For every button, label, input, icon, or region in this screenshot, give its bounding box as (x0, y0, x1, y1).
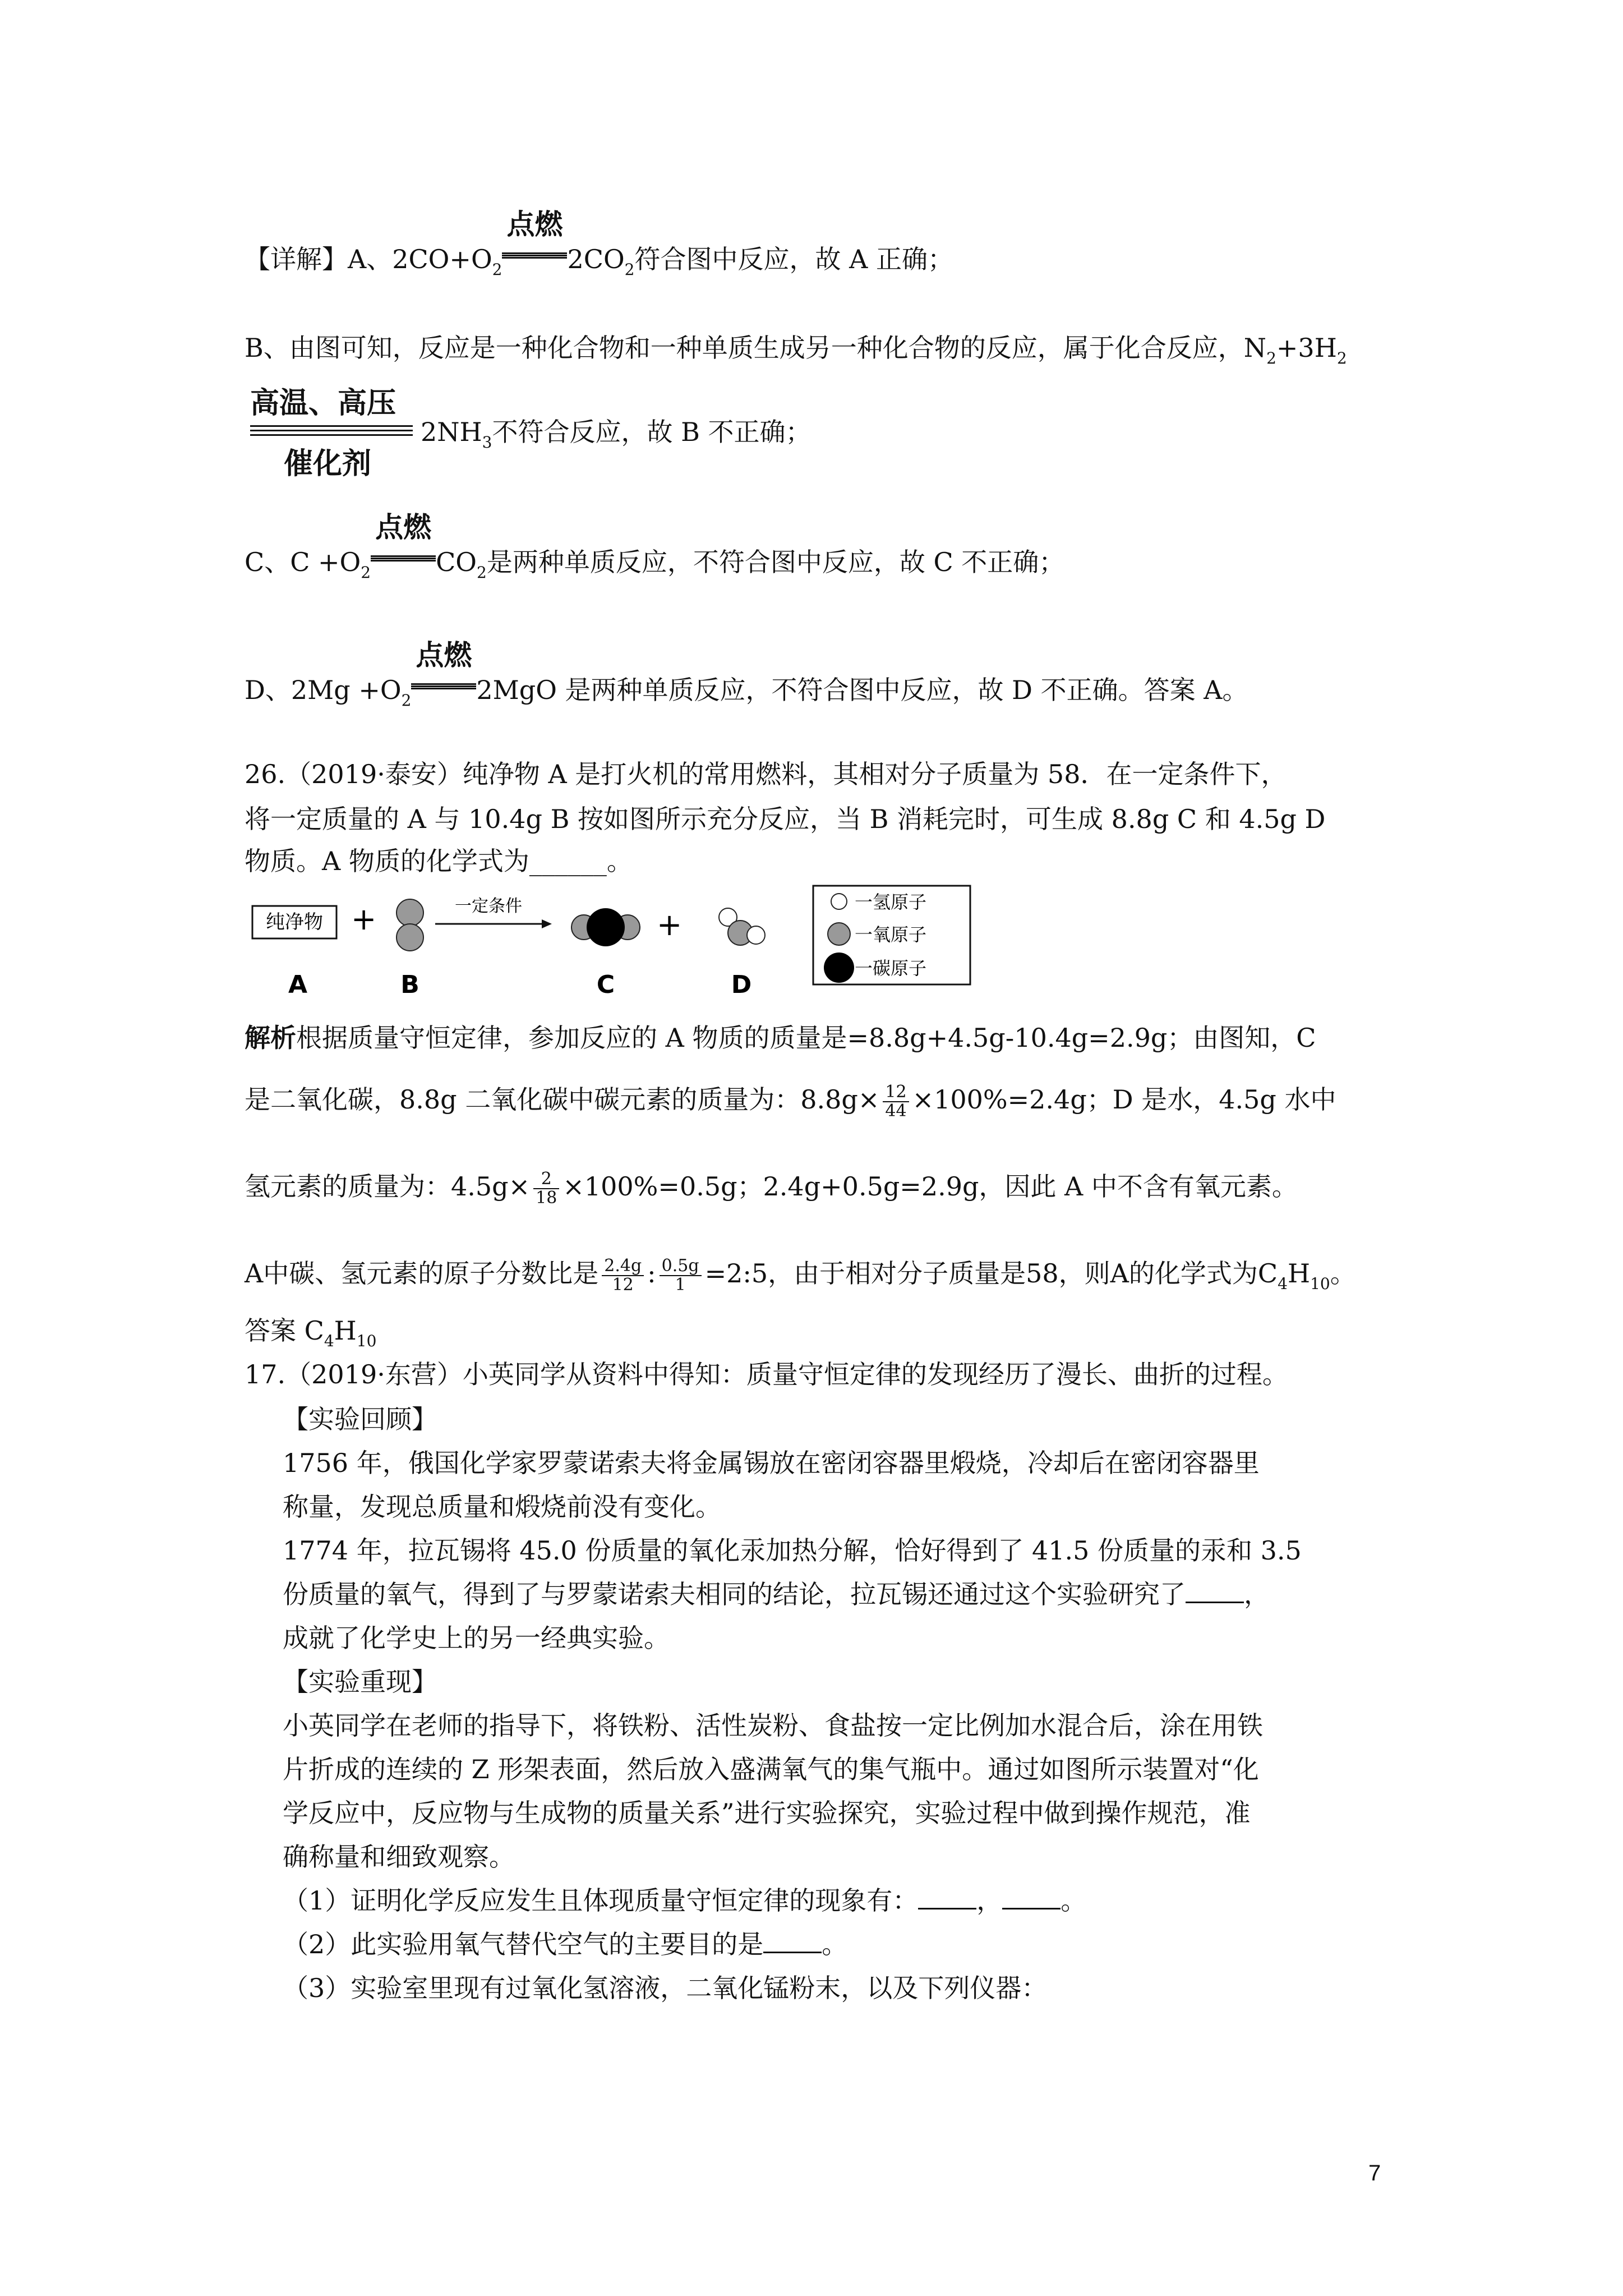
fraction (660, 1257, 702, 1294)
subscript: 10 (356, 1332, 377, 1350)
analysis-line4 (245, 1257, 1356, 1301)
hydrogen-legend-icon (831, 894, 847, 909)
text: 【详解】A、2CO+O (245, 244, 492, 274)
fraction (533, 1170, 559, 1207)
numerator: 0.5g (660, 1257, 702, 1276)
question-17-text: 1756 年，俄国化学家罗蒙诺索夫将金属锡放在密闭容器里煅烧，冷却后在密闭容器里 (283, 1448, 1260, 1478)
reaction-condition-arrow (502, 208, 567, 276)
explanation-b-cont (421, 415, 811, 459)
reaction-condition-arrow (371, 511, 436, 579)
legend-carbon: 一碳原子 (855, 958, 927, 979)
text: CO (436, 547, 477, 577)
text: 。 (822, 1929, 848, 1959)
subscript: 2 (361, 563, 371, 582)
denominator: 18 (536, 1188, 557, 1208)
question-17-text: 称量，发现总质量和煅烧前没有变化。 (283, 1492, 721, 1522)
analysis-line2 (245, 1083, 1336, 1120)
text: C、C +O (245, 547, 361, 577)
explanation-b (245, 331, 1347, 375)
section-heading-reproduce: 【实验重现】 (283, 1667, 437, 1697)
legend-hydrogen: 一氢原子 (855, 891, 927, 913)
denominator: 12 (612, 1275, 634, 1295)
numerator: 2 (533, 1170, 559, 1189)
label-c: C (596, 970, 615, 999)
text: +3H (1276, 333, 1337, 363)
text: 不符合反应，故 B 不正确； (492, 417, 811, 447)
plus-sign: + (657, 907, 683, 942)
text: D、2Mg +O (245, 675, 402, 705)
box-label: 纯净物 (266, 911, 323, 933)
question-17-text: 成就了化学史上的另一经典实验。 (283, 1623, 670, 1653)
text: ， (976, 1885, 1003, 1916)
denominator: 44 (885, 1101, 907, 1121)
subscript: 2 (624, 260, 635, 279)
text: 是二氧化碳，8.8g 二氧化碳中碳元素的质量为：8.8g× (245, 1084, 880, 1115)
oxygen-atom (396, 924, 423, 951)
label-b: B (400, 970, 419, 999)
text: : (647, 1258, 656, 1289)
text: 是两种单质反应，不符合图中反应，故 C 不正确； (486, 547, 1065, 577)
text: =2:5，由于相对分子质量是58，则A的化学式为C (704, 1258, 1278, 1289)
subscript: 2 (1266, 349, 1276, 367)
equal-bar (250, 430, 413, 431)
explanation-c (245, 511, 1065, 590)
fraction (883, 1083, 909, 1120)
answer-blank (763, 1929, 822, 1953)
hydrogen-atom (747, 926, 765, 944)
analysis-line3 (245, 1170, 1298, 1207)
text: ， (1244, 1579, 1270, 1609)
text: B、由图可知，反应是一种化合物和一种单质生成另一种化合物的反应，属于化合反应，N (245, 333, 1267, 363)
carbon-atom (587, 908, 625, 946)
arrow-label: 一定条件 (455, 896, 522, 916)
text: （1）证明化学反应发生且体现质量守恒定律的现象有： (283, 1885, 919, 1916)
text: 符合图中反应，故 A 正确； (634, 244, 953, 274)
question-17-text: 小英同学在老师的指导下，将铁粉、活性炭粉、食盐按一定比例加水混合后，涂在用铁 (283, 1710, 1263, 1741)
answer-line (245, 1314, 376, 1358)
condition-label: 点燃 (416, 639, 472, 671)
explanation-d (245, 639, 1248, 717)
sub-question-3: （3）实验室里现有过氧化氢溶液，二氧化锰粉末，以及下列仪器： (283, 1973, 1048, 2003)
numerator: 2.4g (602, 1257, 644, 1276)
condition-label: 点燃 (506, 208, 563, 241)
carbon-legend-icon (824, 953, 854, 983)
plus-sign: + (351, 901, 377, 937)
denominator: 1 (675, 1275, 686, 1295)
text: 。 (1061, 1885, 1087, 1916)
numerator: 12 (883, 1083, 909, 1102)
subscript: 2 (477, 563, 487, 582)
text: 根据质量守恒定律，参加反应的 A 物质的质量是=8.8g+4.5g-10.4g=2.9g；由图知，C (296, 1023, 1316, 1053)
label-a: A (288, 970, 308, 999)
oxygen-atom (396, 899, 423, 926)
fraction (602, 1257, 644, 1294)
arrow-head (542, 919, 552, 928)
text: 2NH (421, 417, 482, 447)
subscript: 2 (401, 691, 412, 710)
explanation-a (245, 208, 953, 287)
question-26-line3: 物质。A 物质的化学式为______。 (245, 846, 633, 876)
sub-question-2 (283, 1927, 847, 1961)
subscript: 2 (492, 260, 502, 279)
page-number: 7 (1368, 2161, 1381, 2185)
answer-blank (1186, 1579, 1244, 1603)
reaction-condition-arrow (411, 639, 476, 707)
question-17-line1: 17.（2019·东营）小英同学从资料中得知：质量守恒定律的发现经历了漫长、曲折的过程。 (245, 1359, 1288, 1389)
condition-high-temp-pressure: 高温、高压 (250, 386, 396, 420)
subscript: 4 (324, 1332, 334, 1350)
text: A中碳、氢元素的原子分数比是 (245, 1258, 599, 1289)
question-17-text: 确称量和细致观察。 (283, 1842, 515, 1872)
analysis-line1 (245, 1021, 1316, 1055)
question-17-text: 1774 年，拉瓦锡将 45.0 份质量的氧化汞加热分解，恰好得到了 41.5 份质量的汞和 3.5 (283, 1535, 1302, 1566)
text: 2CO (567, 244, 625, 274)
condition-label: 点燃 (375, 511, 432, 544)
answer-blank (1002, 1885, 1061, 1910)
subscript: 4 (1278, 1274, 1288, 1293)
sub-question-1 (283, 1884, 1086, 1917)
reaction-diagram (245, 884, 1041, 1007)
answer-blank (918, 1885, 976, 1910)
subscript: 2 (1336, 349, 1347, 367)
question-26-line1: 26.（2019·泰安）纯净物 A 是打火机的常用燃料，其相对分子质量为 58．在一定条件下， (245, 759, 1287, 789)
section-heading-review: 【实验回顾】 (283, 1404, 437, 1434)
legend-oxygen: 一氧原子 (855, 924, 927, 945)
text: H (334, 1315, 357, 1346)
text: 答案 C (245, 1315, 324, 1346)
text: 份质量的氧气，得到了与罗蒙诺索夫相同的结论，拉瓦锡还通过这个实验研究了 (283, 1579, 1186, 1609)
text: ×100%=0.5g；2.4g+0.5g=2.9g，因此 A 中不含有氧元素。 (562, 1171, 1298, 1202)
text: 2MgO 是两种单质反应，不符合图中反应，故 D 不正确。答案 A。 (476, 675, 1248, 705)
subscript: 3 (482, 433, 492, 452)
condition-catalyst: 催化剂 (284, 447, 372, 481)
oxygen-legend-icon (828, 923, 850, 945)
equal-bar (250, 425, 413, 427)
text: H (1287, 1258, 1311, 1289)
question-26-line2: 将一定质量的 A 与 10.4g B 按如图所示充分反应，当 B 消耗完时，可生成 8.8g C 和 4.5g D (245, 804, 1326, 834)
text: ×100%=2.4g；D 是水，4.5g 水中 (912, 1084, 1336, 1115)
subscript: 10 (1310, 1274, 1330, 1293)
text: 氢元素的质量为：4.5g× (245, 1171, 531, 1202)
text: 。 (1330, 1258, 1356, 1289)
question-17-text: 片折成的连续的 Z 形架表面，然后放入盛满氧气的集气瓶中。通过如图所示装置对“化 (283, 1754, 1259, 1784)
analysis-label: 解析 (245, 1023, 296, 1053)
equal-bar (250, 434, 413, 436)
question-17-text (283, 1577, 1270, 1611)
question-17-text: 学反应中，反应物与生成物的质量关系”进行实验探究，实验过程中做到操作规范，准 (283, 1798, 1251, 1828)
text: （2）此实验用氧气替代空气的主要目的是 (283, 1929, 764, 1959)
label-d: D (731, 970, 752, 999)
